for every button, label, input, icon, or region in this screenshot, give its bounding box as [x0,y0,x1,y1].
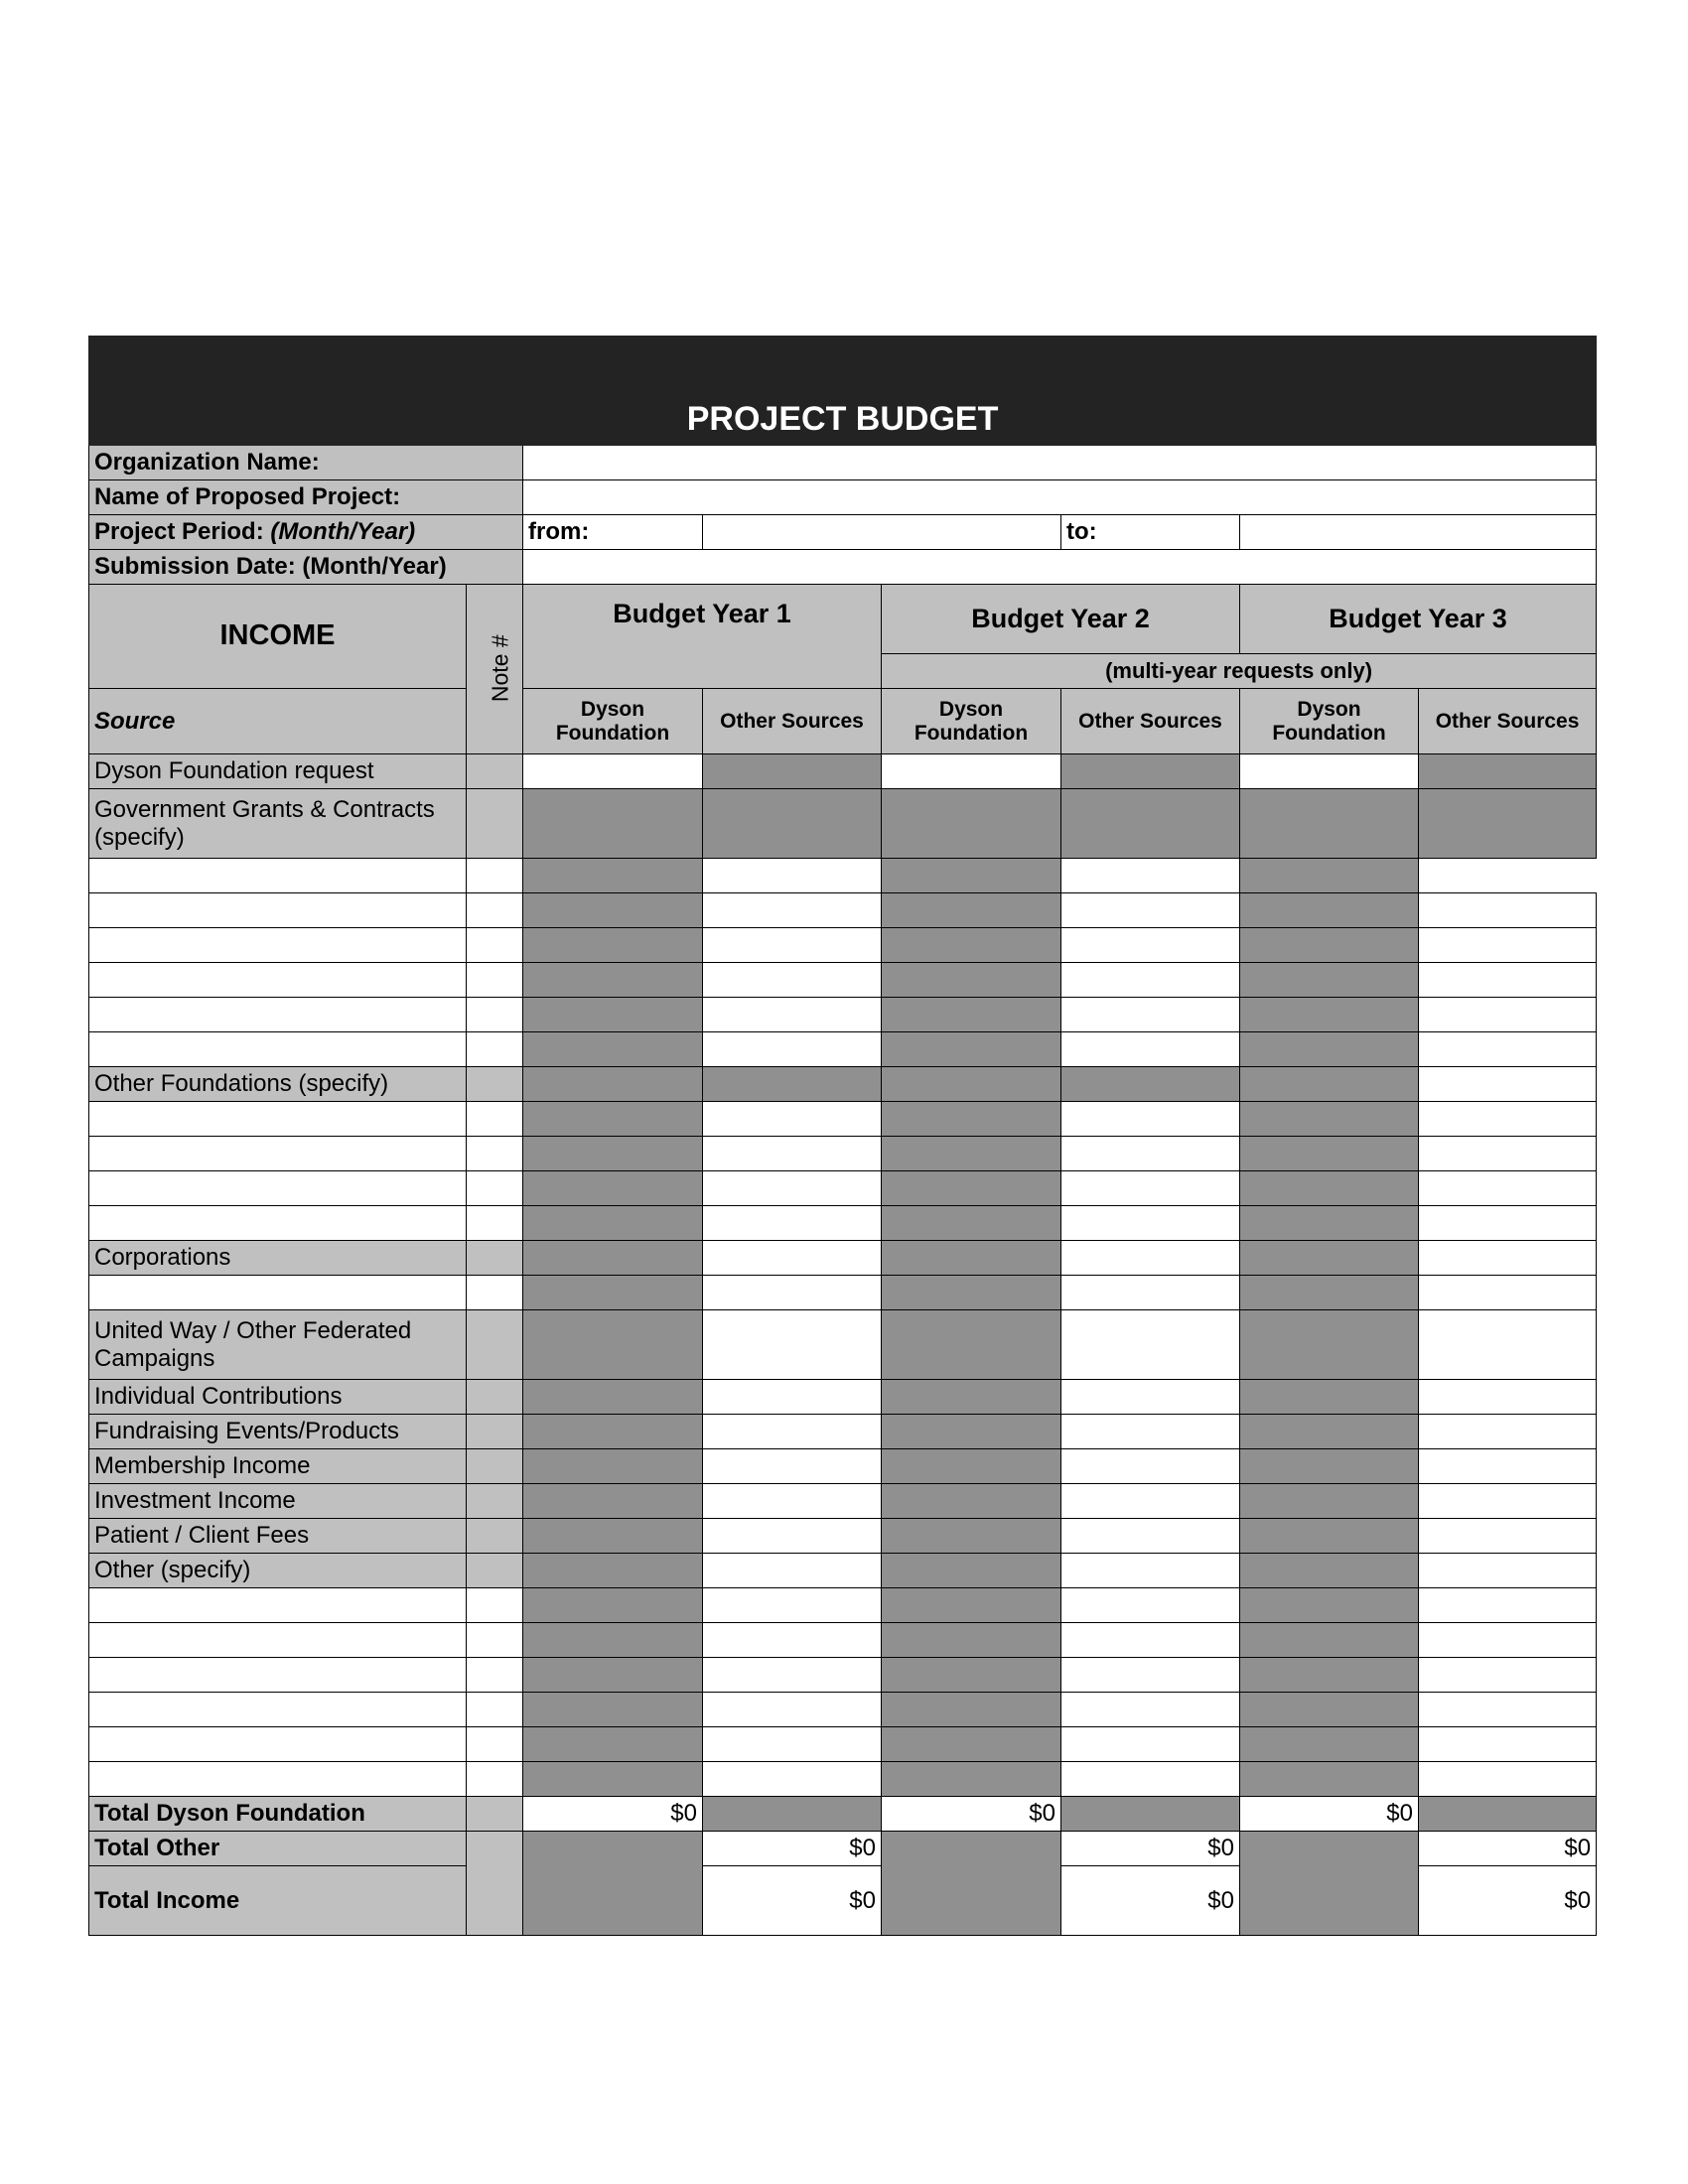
amount-input[interactable] [703,1449,882,1484]
amount-input[interactable] [1419,1449,1597,1484]
shaded-cell [882,1137,1061,1171]
amount-input[interactable] [1061,859,1240,893]
amount-input[interactable] [1061,1449,1240,1484]
shaded-cell [882,1658,1061,1693]
period-from-label: from: [523,515,703,550]
shaded-cell [703,1067,882,1102]
shaded-cell [882,1067,1061,1102]
source-input[interactable] [89,893,467,928]
note-cell [467,1797,523,1832]
period-to-label: to: [1061,515,1240,550]
org-name-label: Organization Name: [89,446,523,480]
amount-input[interactable] [1061,1380,1240,1415]
note-cell[interactable] [467,789,523,859]
source-input[interactable] [89,1588,467,1623]
shaded-cell [523,963,703,998]
amount-input[interactable] [1419,1658,1597,1693]
amount-input[interactable] [703,1588,882,1623]
total-income-y1: $0 [703,1866,882,1936]
submission-date-label: Submission Date: (Month/Year) [89,550,523,585]
shaded-cell [523,1310,703,1380]
amount-input[interactable] [703,1415,882,1449]
note-number-label: Note # [487,634,513,703]
y3-dyson-request-input[interactable] [1240,754,1419,789]
row-label-corporations: Corporations [89,1241,467,1276]
shaded-cell [1061,754,1240,789]
amount-input[interactable] [1419,1415,1597,1449]
note-cell[interactable] [467,1137,523,1171]
note-cell[interactable] [467,1449,523,1484]
amount-input[interactable] [1419,1484,1597,1519]
shaded-cell [1240,1762,1419,1797]
shaded-cell [1240,1241,1419,1276]
row-label-membership: Membership Income [89,1449,467,1484]
income-heading: INCOME [89,585,467,689]
total-income-y3: $0 [1419,1866,1597,1936]
amount-input[interactable] [1419,998,1597,1032]
shaded-cell [1240,859,1419,893]
amount-input[interactable] [1419,928,1597,963]
source-input[interactable] [89,963,467,998]
amount-input[interactable] [1419,1241,1597,1276]
row-label-patient-fees: Patient / Client Fees [89,1519,467,1554]
project-period-label [89,515,523,550]
amount-input[interactable] [1419,859,1597,893]
project-budget-form [88,336,1597,1936]
shaded-cell [882,1415,1061,1449]
shaded-cell [882,1206,1061,1241]
amount-input[interactable] [703,1380,882,1415]
source-input[interactable] [89,1658,467,1693]
shaded-cell [1240,1727,1419,1762]
shaded-cell [882,1241,1061,1276]
amount-input[interactable] [1061,928,1240,963]
amount-input[interactable] [1419,1380,1597,1415]
amount-input[interactable] [703,1693,882,1727]
source-input[interactable] [89,859,467,893]
amount-input[interactable] [703,1623,882,1658]
amount-input[interactable] [703,1519,882,1554]
row-label-other: Other (specify) [89,1554,467,1588]
source-input[interactable] [89,1032,467,1067]
shaded-cell [703,754,882,789]
note-cell[interactable] [467,1693,523,1727]
shaded-cell [882,1276,1061,1310]
source-input[interactable] [89,1171,467,1206]
source-input[interactable] [89,928,467,963]
note-cell[interactable] [467,1171,523,1206]
amount-input[interactable] [703,1241,882,1276]
shaded-cell [1419,1797,1597,1832]
amount-input[interactable] [703,893,882,928]
project-name-label: Name of Proposed Project: [89,480,523,515]
shaded-cell [1061,1797,1240,1832]
shaded-cell [882,1449,1061,1484]
amount-input[interactable] [1419,1276,1597,1310]
shaded-cell [882,1310,1061,1380]
shaded-cell [523,1171,703,1206]
project-name-field[interactable] [523,480,1597,515]
amount-input[interactable] [1061,998,1240,1032]
shaded-cell [523,1658,703,1693]
shaded-cell [882,1588,1061,1623]
budget-year-3-header: Budget Year 3 [1240,585,1597,654]
shaded-cell [523,1484,703,1519]
amount-input[interactable] [1061,1241,1240,1276]
note-cell[interactable] [467,1658,523,1693]
shaded-cell [1240,998,1419,1032]
shaded-cell [1240,1519,1419,1554]
shaded-cell [1240,1310,1419,1380]
amount-input[interactable] [703,1554,882,1588]
page-title: PROJECT BUDGET [89,337,1597,446]
note-cell[interactable] [467,754,523,789]
note-cell[interactable] [467,1415,523,1449]
source-input[interactable] [89,998,467,1032]
shaded-cell [703,1797,882,1832]
note-cell[interactable] [467,1276,523,1310]
source-header: Source [89,689,467,754]
shaded-cell [523,859,703,893]
note-cell[interactable] [467,893,523,928]
shaded-cell [523,1241,703,1276]
period-from-field[interactable] [703,515,1061,550]
shaded-cell [1240,1554,1419,1588]
amount-input[interactable] [1061,1554,1240,1588]
shaded-cell [1240,1102,1419,1137]
shaded-cell [882,1832,1061,1936]
row-label-investment: Investment Income [89,1484,467,1519]
amount-input[interactable] [703,1032,882,1067]
amount-input[interactable] [1061,1658,1240,1693]
source-input[interactable] [89,1762,467,1797]
shaded-cell [523,1206,703,1241]
shaded-cell [523,1449,703,1484]
amount-input[interactable] [1061,1171,1240,1206]
amount-input[interactable] [703,1762,882,1797]
shaded-cell [1240,1171,1419,1206]
shaded-cell [1240,1032,1419,1067]
amount-input[interactable] [703,1484,882,1519]
project-period-hint: (Month/Year) [270,518,416,546]
shaded-cell [1240,1380,1419,1415]
shaded-cell [882,1762,1061,1797]
note-cell[interactable] [467,1380,523,1415]
shaded-cell [1240,1693,1419,1727]
shaded-cell [523,1554,703,1588]
amount-input[interactable] [1419,1137,1597,1171]
amount-input[interactable] [1419,1693,1597,1727]
note-cell[interactable] [467,963,523,998]
shaded-cell [523,1276,703,1310]
note-cell[interactable] [467,1588,523,1623]
amount-input[interactable] [703,928,882,963]
note-cell[interactable] [467,1727,523,1762]
amount-input[interactable] [1419,1554,1597,1588]
shaded-cell [882,1171,1061,1206]
shaded-cell [882,1102,1061,1137]
shaded-cell [1240,1658,1419,1693]
total-dyson-y2: $0 [882,1797,1061,1832]
note-cell[interactable] [467,1310,523,1380]
shaded-cell [882,1519,1061,1554]
shaded-cell [1240,789,1419,859]
shaded-cell [523,1588,703,1623]
shaded-cell [523,998,703,1032]
total-income-y2: $0 [1061,1866,1240,1936]
shaded-cell [1240,1137,1419,1171]
shaded-cell [1061,1067,1240,1102]
amount-input[interactable] [1419,1171,1597,1206]
amount-input[interactable] [1419,1102,1597,1137]
shaded-cell [882,893,1061,928]
shaded-cell [523,1762,703,1797]
amount-input[interactable] [1419,1588,1597,1623]
shaded-cell [882,1554,1061,1588]
amount-input[interactable] [1061,1206,1240,1241]
shaded-cell [882,1032,1061,1067]
amount-input[interactable] [1419,893,1597,928]
total-other-y1: $0 [703,1832,882,1866]
amount-input[interactable] [1419,1727,1597,1762]
amount-input[interactable] [703,859,882,893]
amount-input[interactable] [1061,1588,1240,1623]
shaded-cell [1240,1832,1419,1936]
note-cell[interactable] [467,998,523,1032]
org-name-field[interactable] [523,446,1597,480]
amount-input[interactable] [1061,1310,1240,1380]
col-header-y3-dyson: Dyson Foundation [1240,689,1419,754]
budget-year-2-header: Budget Year 2 [882,585,1240,654]
other-entry-rows [89,1588,1597,1797]
shaded-cell [1419,754,1597,789]
project-period-label-text: Project Period: [94,518,264,546]
shaded-cell [1061,789,1240,859]
source-input[interactable] [89,1727,467,1762]
amount-input[interactable] [1061,1519,1240,1554]
amount-input[interactable] [1419,1762,1597,1797]
amount-input[interactable] [1061,1415,1240,1449]
source-input[interactable] [89,1693,467,1727]
shaded-cell [882,998,1061,1032]
submission-date-field[interactable] [523,550,1597,585]
total-income-label: Total Income [89,1866,467,1936]
note-cell[interactable] [467,1206,523,1241]
amount-input[interactable] [1419,963,1597,998]
note-cell[interactable] [467,859,523,893]
shaded-cell [523,1415,703,1449]
note-cell[interactable] [467,1484,523,1519]
shaded-cell [523,928,703,963]
period-to-field[interactable] [1240,515,1597,550]
shaded-cell [1240,1415,1419,1449]
note-cell[interactable] [467,1032,523,1067]
shaded-cell [523,1067,703,1102]
amount-input[interactable] [703,963,882,998]
amount-input[interactable] [1061,1032,1240,1067]
shaded-cell [523,1102,703,1137]
total-other-y2: $0 [1061,1832,1240,1866]
shaded-cell [523,1693,703,1727]
source-input[interactable] [89,1623,467,1658]
shaded-cell [882,789,1061,859]
shaded-cell [882,859,1061,893]
shaded-cell [1419,789,1597,859]
total-other-label: Total Other [89,1832,467,1866]
amount-input[interactable] [703,1206,882,1241]
row-label-gov-grants: Government Grants & Contracts (specify) [89,789,467,859]
shaded-cell [523,1519,703,1554]
col-header-y3-other: Other Sources [1419,689,1597,754]
amount-input[interactable] [1061,1727,1240,1762]
note-cell[interactable] [467,1241,523,1276]
col-header-y2-other: Other Sources [1061,689,1240,754]
total-dyson-y3: $0 [1240,1797,1419,1832]
amount-input[interactable] [1419,1310,1597,1380]
total-dyson-y1: $0 [523,1797,703,1832]
shaded-cell [1240,893,1419,928]
multi-year-note: (multi-year requests only) [882,654,1597,689]
note-cell[interactable] [467,1623,523,1658]
shaded-cell [523,789,703,859]
source-input[interactable] [89,1276,467,1310]
note-cell[interactable] [467,1519,523,1554]
other-foundations-entry-rows [89,1102,1597,1241]
col-header-y1-other: Other Sources [703,689,882,754]
shaded-cell [523,893,703,928]
amount-input[interactable] [703,1310,882,1380]
col-header-y1-dyson: Dyson Foundation [523,689,703,754]
amount-input[interactable] [703,1171,882,1206]
amount-input[interactable] [1419,1032,1597,1067]
shaded-cell [523,1380,703,1415]
note-cell [467,1832,523,1936]
shaded-cell [1240,1276,1419,1310]
shaded-cell [882,1380,1061,1415]
amount-input[interactable] [1419,1519,1597,1554]
amount-input[interactable] [703,998,882,1032]
amount-input[interactable] [1419,1623,1597,1658]
amount-input[interactable] [1061,1102,1240,1137]
col-header-y2-dyson: Dyson Foundation [882,689,1061,754]
amount-input[interactable] [703,1727,882,1762]
total-dyson-label: Total Dyson Foundation [89,1797,467,1832]
row-label-individual: Individual Contributions [89,1380,467,1415]
amount-input[interactable] [1061,1762,1240,1797]
amount-input[interactable] [1061,1623,1240,1658]
shaded-cell [882,928,1061,963]
shaded-cell [1240,1623,1419,1658]
amount-input[interactable] [703,1137,882,1171]
row-label-dyson-request: Dyson Foundation request [89,754,467,789]
shaded-cell [882,1727,1061,1762]
row-label-fundraising: Fundraising Events/Products [89,1415,467,1449]
amount-input[interactable] [1061,1693,1240,1727]
source-input[interactable] [89,1137,467,1171]
shaded-cell [1240,963,1419,998]
shaded-cell [523,1727,703,1762]
shaded-cell [523,1137,703,1171]
amount-input[interactable] [703,1276,882,1310]
source-input[interactable] [89,1206,467,1241]
note-cell[interactable] [467,1762,523,1797]
shaded-cell [882,1484,1061,1519]
budget-year-1-header: Budget Year 1 [523,585,882,689]
note-cell[interactable] [467,1102,523,1137]
y2-dyson-request-input[interactable] [882,754,1061,789]
shaded-cell [1240,1484,1419,1519]
note-cell[interactable] [467,928,523,963]
row-label-other-foundations: Other Foundations (specify) [89,1067,467,1102]
total-other-y3: $0 [1419,1832,1597,1866]
note-number-header [467,585,523,754]
amount-input[interactable] [1061,1137,1240,1171]
shaded-cell [1240,1449,1419,1484]
amount-input[interactable] [1061,963,1240,998]
shaded-cell [882,1623,1061,1658]
amount-input[interactable] [703,1102,882,1137]
amount-input[interactable] [1419,1067,1597,1102]
amount-input[interactable] [1061,893,1240,928]
gov-grants-entry-rows [89,859,1597,1067]
amount-input[interactable] [1419,1206,1597,1241]
amount-input[interactable] [1061,1484,1240,1519]
shaded-cell [882,963,1061,998]
shaded-cell [1240,928,1419,963]
shaded-cell [703,789,882,859]
shaded-cell [523,1832,703,1936]
shaded-cell [1240,1206,1419,1241]
shaded-cell [523,1032,703,1067]
note-cell[interactable] [467,1067,523,1102]
source-input[interactable] [89,1102,467,1137]
shaded-cell [1240,1067,1419,1102]
shaded-cell [882,1693,1061,1727]
row-label-united-way: United Way / Other Federated Campaigns [89,1310,467,1380]
note-cell[interactable] [467,1554,523,1588]
amount-input[interactable] [1061,1276,1240,1310]
y1-dyson-request-input[interactable] [523,754,703,789]
shaded-cell [523,1623,703,1658]
amount-input[interactable] [703,1658,882,1693]
shaded-cell [1240,1588,1419,1623]
